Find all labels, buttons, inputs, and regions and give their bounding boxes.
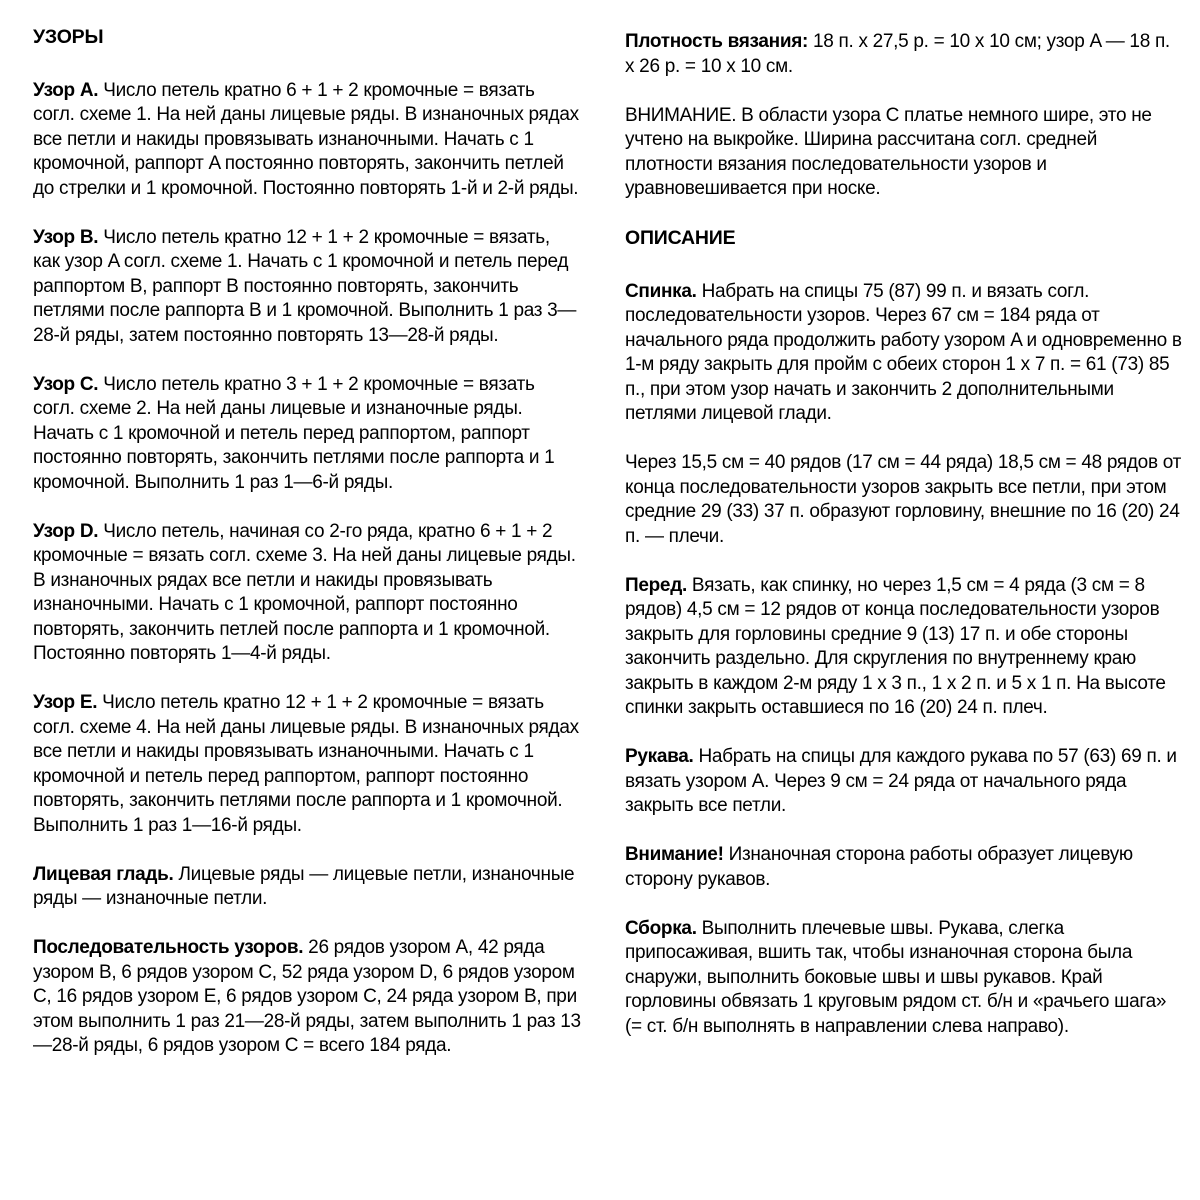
pattern-c-paragraph xyxy=(33,373,581,496)
sleeves-attention-paragraph xyxy=(625,843,1183,892)
front-piece-lead: Перед. xyxy=(625,574,687,596)
back-piece-continuation-paragraph xyxy=(625,451,1183,549)
pattern-e-text: Число петель кратно 12 + 1 + 2 кромочные = вязать согл. схеме 4. На ней даны лицевые ряды. В изнаночных рядах все петли и накиды провязывать изнаночными. Начать с 1 кромочной и петель перед раппортом, раппорт постоянно повторять, закончить петлями после раппорта и 1 кромочной. Выполнить 1 раз 1—16-й ряды. xyxy=(33,692,579,836)
sleeves-attention-lead: Внимание! xyxy=(625,844,724,865)
sleeves-attention-text: Изнаночная сторона работы образует лицевую сторону рукавов. xyxy=(625,844,1133,890)
pattern-a-lead: Узор A. xyxy=(33,79,99,101)
pattern-b-paragraph xyxy=(33,226,581,349)
back-piece-lead: Спинка. xyxy=(625,280,697,302)
assembly-paragraph xyxy=(625,917,1183,1040)
left-column xyxy=(33,0,581,1059)
pattern-a-text: Число петель кратно 6 + 1 + 2 кромочные = вязать согл. схеме 1. На ней даны лицевые ряды. В изнаночных рядах все петли и накиды провязывать изнаночными. Начать с 1 кромочной, раппорт A постоянно повторять, закончить петлей до стрелки и 1 кромочной. Постоянно повторять 1-й и 2-й ряды. xyxy=(33,79,579,199)
back-piece-continuation-text: Через 15,5 см = 40 рядов (17 см = 44 ряда) 18,5 см = 48 рядов от конца последовательности узоров закрыть все петли, при этом средние 29 (33) 37 п. образуют горловину, внешние по 16 (20) 24 п. — плечи. xyxy=(625,452,1181,547)
sleeves-paragraph xyxy=(625,745,1183,819)
attention-note-text: ВНИМАНИЕ. В области узора C платье немного шире, это не учтено на выкройке. Ширина рассчитана согл. средней плотности вязания последовательности узоров и уравновешивается при носке. xyxy=(625,104,1152,199)
pattern-d-paragraph xyxy=(33,520,581,667)
pattern-c-lead: Узор C. xyxy=(33,373,99,395)
attention-note-paragraph xyxy=(625,104,1183,202)
pattern-d-text: Число петель, начиная со 2-го ряда, кратно 6 + 1 + 2 кромочные = вязать согл. схеме 3. На ней даны лицевые ряды. В изнаночных рядах все петли и накиды провязывать изнаночными. Начать с 1 кромочной, раппорт постоянно повторять, закончить петлей после раппорта и 1 кромочной. Постоянно повторять 1—4-й ряды. xyxy=(33,520,576,664)
assembly-lead: Сборка. xyxy=(625,917,697,939)
sleeves-lead: Рукава. xyxy=(625,746,694,767)
right-column xyxy=(625,0,1183,1039)
front-piece-text: Вязать, как спинку, но через 1,5 см = 4 ряда (3 см = 8 рядов) 4,5 см = 12 рядов от конца последовательности узоров закрыть для горловины средние 9 (13) 17 п. и обе стороны закончить раздельно. Для скругления по внутреннему краю закрыть в каждом 2-м ряду 1 x 3 п., 1 x 2 п. и 5 x 1 п. На высоте спинки закрыть оставшиеся по 16 (20) 24 п. плеч. xyxy=(625,574,1166,718)
stockinette-paragraph xyxy=(33,863,581,912)
pattern-c-text: Число петель кратно 3 + 1 + 2 кромочные = вязать согл. схеме 2. На ней даны лицевые и изнаночные ряды. Начать с 1 кромочной и петель перед раппортом, раппорт постоянно повторять, закончить петлями после раппорта и 1 кромочной. Выполнить 1 раз 1—6-й ряды. xyxy=(33,373,555,493)
pattern-sequence-text: 26 рядов узором A, 42 ряда узором B, 6 рядов узором C, 52 ряда узором D, 6 рядов узором C, 16 рядов узором E, 6 рядов узором C, 24 ряда узором B, при этом выполнить 1 раз 21—28-й ряды, затем выполнить 1 раз 13—28-й ряды, 6 рядов узором C = всего 184 ряда. xyxy=(33,937,581,1056)
stockinette-text: Лицевые ряды — лицевые петли, изнаночные ряды — изнаночные петли. xyxy=(33,863,575,909)
back-piece-paragraph xyxy=(625,280,1183,427)
gauge-paragraph xyxy=(625,30,1183,79)
back-piece-text: Набрать на спицы 75 (87) 99 п. и вязать согл. последовательности узоров. Через 67 см = 184 ряда от начального ряда продолжить работу узором A и одновременно в 1-м ряду закрыть для пройм с обеих сторон 1 x 7 п. = 61 (73) 85 п., при этом узор начать и закончить 2 дополнительными петлями лицевой глади. xyxy=(625,280,1182,424)
pattern-sequence-paragraph xyxy=(33,936,581,1059)
pattern-e-lead: Узор E. xyxy=(33,692,98,713)
assembly-text: Выполнить плечевые швы. Рукава, слегка припосаживая, вшить так, чтобы изнаночная сторона была снаружи, выполнить боковые швы и швы рукавов. Край горловины обвязать 1 круговым рядом ст. б/н и «рачьего шага» (= ст. б/н выполнять в направлении слева направо). xyxy=(625,917,1167,1037)
pattern-e-paragraph xyxy=(33,691,581,838)
front-piece-paragraph xyxy=(625,574,1183,721)
pattern-b-lead: Узор B. xyxy=(33,226,99,248)
pattern-sequence-lead: Последовательность узоров. xyxy=(33,937,304,958)
stockinette-lead: Лицевая гладь. xyxy=(33,863,174,885)
gauge-lead: Плотность вязания: xyxy=(625,31,809,52)
pattern-d-lead: Узор D. xyxy=(33,520,99,542)
pattern-b-text: Число петель кратно 12 + 1 + 2 кромочные = вязать, как узор A согл. схеме 1. Начать с 1 кромочной и петель перед раппортом B, раппорт B постоянно повторять, закончить петлями после раппорта B и 1 кромочной. Выполнить 1 раз 3—28-й ряды, затем постоянно повторять 13—28-й ряды. xyxy=(33,226,577,346)
gauge-text: 18 п. x 27,5 р. = 10 x 10 см; узор A — 18 п. x 26 р. = 10 x 10 см. xyxy=(625,31,1170,77)
description-section-heading: ОПИСАНИЕ xyxy=(625,227,736,249)
sleeves-text: Набрать на спицы для каждого рукава по 57 (63) 69 п. и вязать узором A. Через 9 см = 24 ряда от начального ряда закрыть все петли. xyxy=(625,746,1177,816)
patterns-section-heading: УЗОРЫ xyxy=(33,26,104,48)
pattern-a-paragraph xyxy=(33,79,581,202)
